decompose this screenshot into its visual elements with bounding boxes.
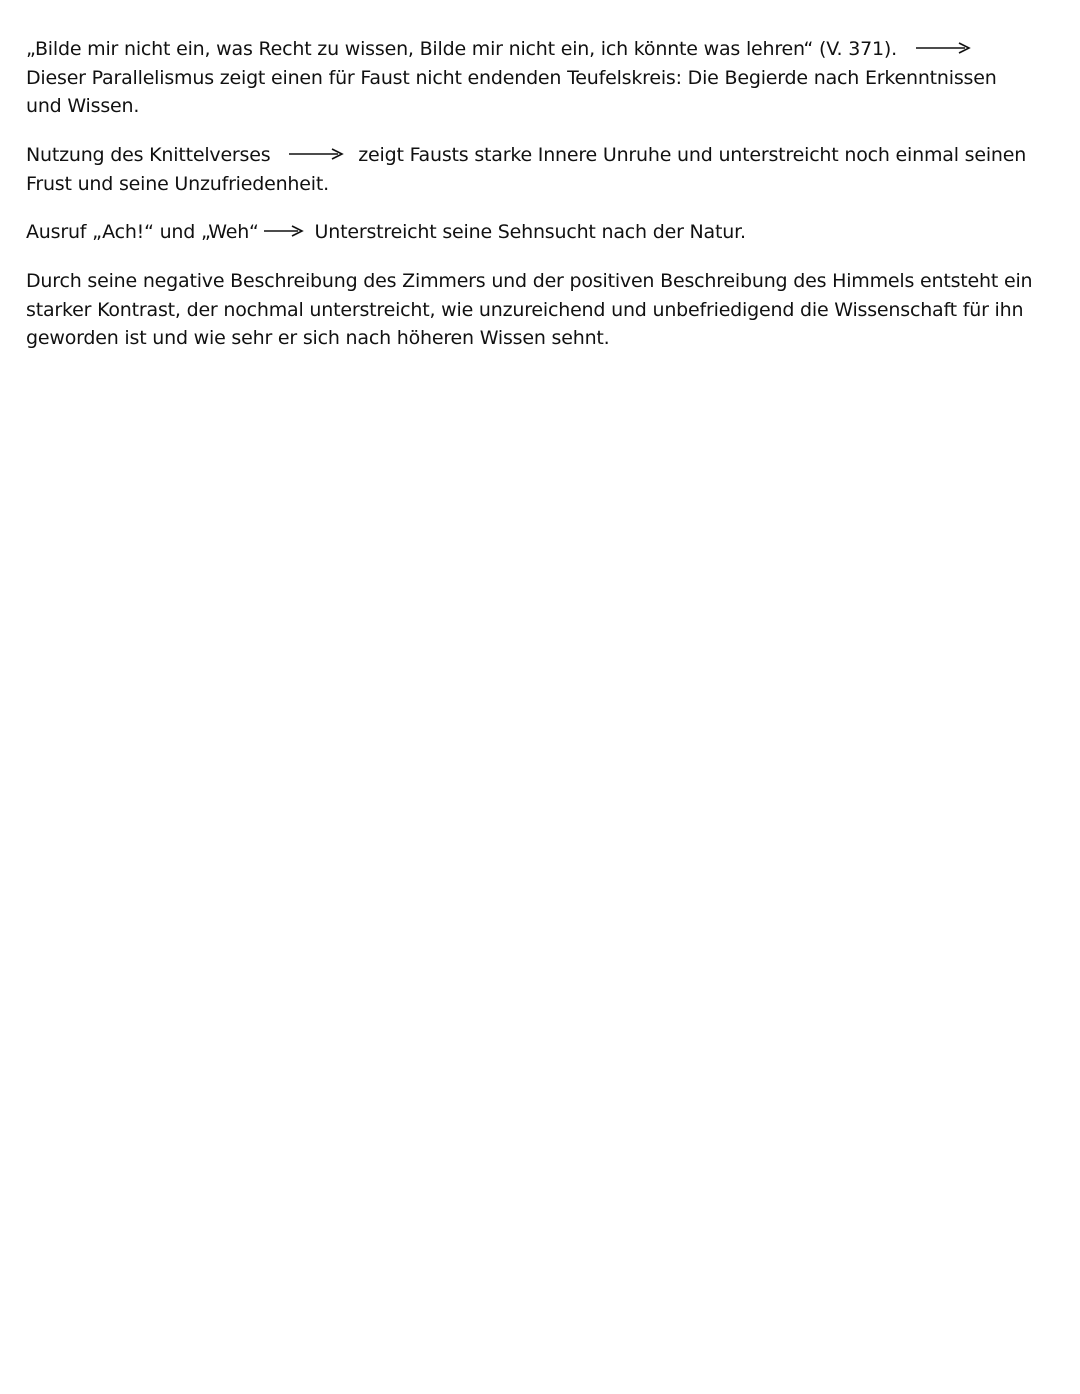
arrow-right-icon: [288, 147, 346, 161]
knittelvers-term: Nutzung des Knittelverses: [26, 144, 271, 166]
quote-text: „Bilde mir nicht ein, was Recht zu wissen, Bilde mir nicht ein, ich könnte was lehren“ (V. 371).: [26, 38, 897, 60]
contrast-text: Durch seine negative Beschreibung des Zimmers und der positiven Beschreibung des Himmels entsteht ein starker Kontrast, der nochmal unterstreicht, wie unzureichend und unbefriedigend die Wissenschaft für ihn geworden ist und wie sehr er sich nach höheren Wissen sehnt.: [26, 270, 1033, 349]
arrow-right-icon: [263, 224, 305, 238]
paragraph-quote-analysis: [26, 35, 1036, 121]
paragraph-contrast: [26, 267, 1036, 353]
parallelism-explanation: Dieser Parallelismus zeigt einen für Faust nicht endenden Teufelskreis: Die Begierde nach Erkenntnissen und Wissen.: [26, 66, 997, 117]
arrow-right-icon: [915, 41, 973, 55]
ausruf-explanation: Unterstreicht seine Sehnsucht nach der Natur.: [314, 221, 746, 243]
knittelvers-explanation: zeigt Fausts starke Innere Unruhe und unterstreicht noch einmal seinen Frust und seine Unzufriedenheit.: [26, 144, 1027, 195]
paragraph-ausruf: [26, 218, 1036, 247]
ausruf-term: Ausruf „Ach!“ und „Weh“: [26, 221, 259, 243]
paragraph-knittelvers: [26, 141, 1036, 198]
